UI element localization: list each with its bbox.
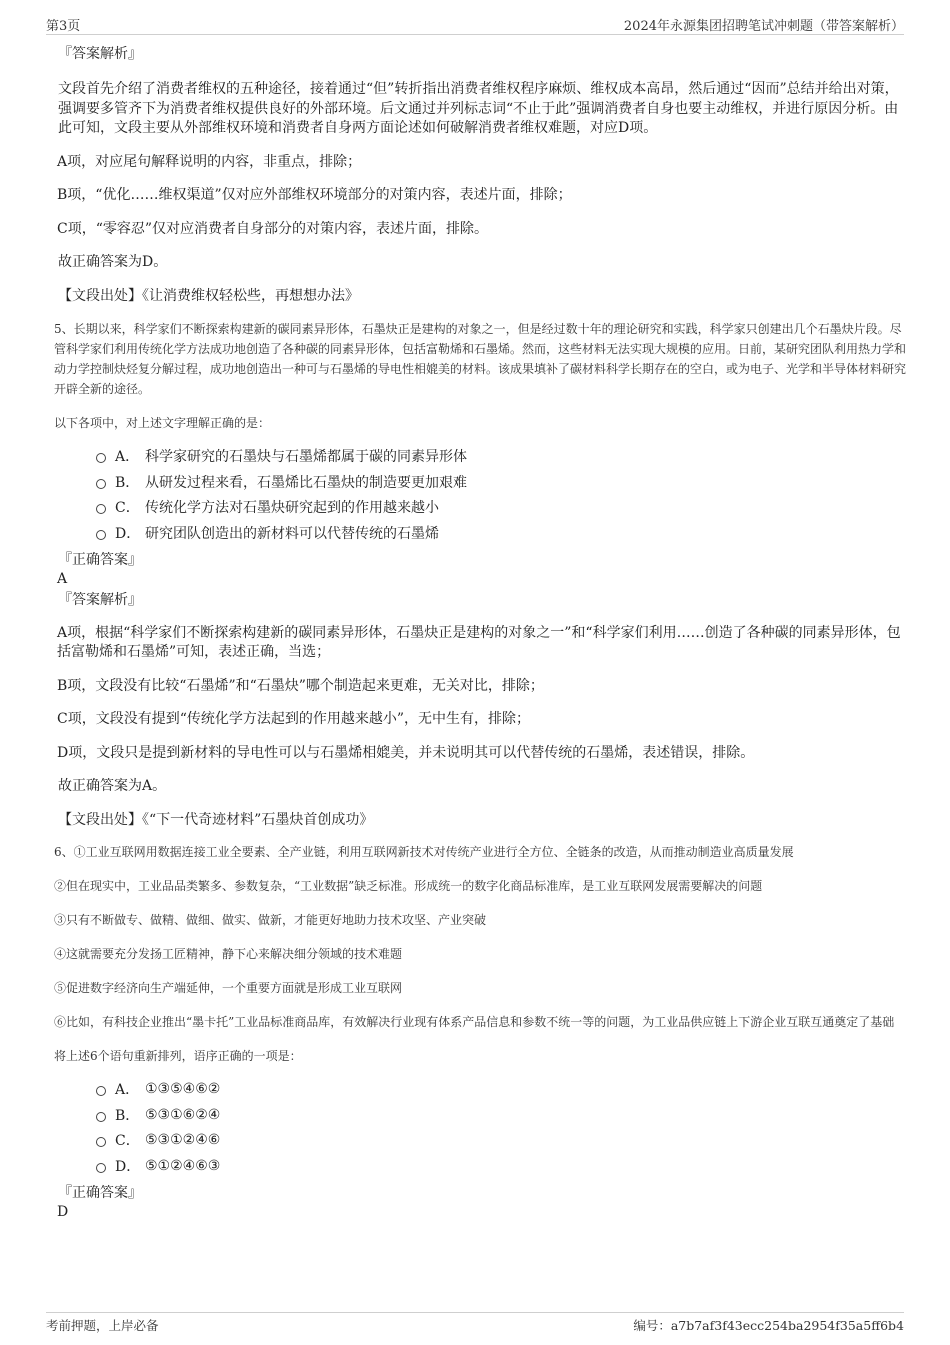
option-text: ⑤③①⑥②④	[145, 1106, 221, 1123]
q6-sentence-4: ④这就需要充分发扬工匠精神，静下心来解决细分领域的技术难题	[54, 947, 403, 962]
option-letter: B．	[115, 474, 140, 491]
option-text: 研究团队创造出的新材料可以代替传统的石墨烯	[145, 525, 439, 542]
q6-question: 将上述6个语句重新排列，语序正确的一项是：	[54, 1049, 302, 1064]
radio-button-icon[interactable]	[96, 504, 106, 514]
radio-button-icon[interactable]	[96, 1137, 106, 1147]
option-text: 传统化学方法对石墨炔研究起到的作用越来越小	[145, 500, 439, 517]
option-text: ①③⑤④⑥②	[145, 1081, 221, 1098]
q5-analysis-label: 『答案解析』	[58, 591, 142, 608]
q5-option-c[interactable]	[96, 494, 906, 520]
q6-sentence-5: ⑤促进数字经济向生产端延伸，一个重要方面就是形成工业互联网	[54, 981, 403, 996]
radio-button-icon[interactable]	[96, 1086, 106, 1096]
q5-answer-label: 『正确答案』	[58, 551, 142, 568]
q5-conclusion: 故正确答案为A。	[58, 778, 167, 795]
option-letter: D．	[115, 525, 141, 542]
q4-analysis-main: 文段首先介绍了消费者维权的五种途径，接着通过“但”转折指出消费者维权程序麻烦、维权成本高昂，然后通过“因而”总结并给出对策，强调要多管齐下为消费者维权提供良好的外部环境。后文通过并列标志词“不止于此”强调消费者自身也要主动维权，并进行原因分析。由此可知，文段主要从外部维权环境和消费者自身两方面论述如何破解消费者维权难题，对应D项。	[58, 81, 899, 136]
option-letter: D．	[115, 1159, 141, 1176]
option-text: ⑤③①②④⑥	[145, 1132, 221, 1149]
document-code: 编号：a7b7af3f43ecc254ba2954f35a5ff6b4	[633, 1318, 904, 1333]
q5-options	[96, 443, 906, 546]
q4-analysis-label: 『答案解析』	[58, 46, 142, 62]
radio-button-icon[interactable]	[96, 1112, 106, 1122]
q4-analysis-a: A项，对应尾句解释说明的内容，非重点，排除；	[57, 153, 362, 170]
page-number: 第3页	[46, 19, 81, 34]
option-letter: A．	[115, 1082, 140, 1099]
q5-analysis-d: D项，文段只是提到新材料的导电性可以与石墨烯相媲美，并未说明其可以代替传统的石墨烯，表述错误，排除。	[57, 744, 755, 761]
q5-question: 以下各项中，对上述文字理解正确的是：	[54, 416, 271, 430]
page-content	[56, 44, 906, 1221]
q6-sentence-3: ③只有不断做专、做精、做细、做实、做新，才能更好地助力技术攻坚、产业突破	[54, 913, 487, 928]
q4-source: 【文段出处】《让消费维权轻松些，再想想办法》	[58, 287, 359, 304]
q5-option-a[interactable]	[96, 443, 906, 469]
q5-option-d[interactable]	[96, 520, 906, 546]
radio-button-icon[interactable]	[96, 453, 106, 463]
document-title: 2024年永源集团招聘笔试冲刺题（带答案解析）	[623, 19, 904, 34]
q6-sentence-2: ②但在现实中，工业品品类繁多、参数复杂，“工业数据”缺乏标准。形成统一的数字化商品标准库，是工业互联网发展需要解决的问题	[54, 879, 763, 894]
page-header	[46, 14, 904, 35]
q6-answer-label: 『正确答案』	[58, 1185, 142, 1201]
q6-answer: D	[57, 1204, 69, 1220]
q5-analysis-b: B项，文段没有比较“石墨烯”和“石墨炔”哪个制造起来更难，无关对比，排除；	[57, 677, 544, 694]
q4-analysis-b: B项，“优化……维权渠道”仅对应外部维权环境部分的对策内容，表述片面，排除；	[57, 187, 572, 203]
q6-option-c[interactable]	[96, 1128, 906, 1154]
option-text: 从研发过程来看，石墨烯比石墨炔的制造要更加艰难	[145, 474, 467, 491]
q5-option-b[interactable]	[96, 469, 906, 495]
q6-options	[96, 1076, 906, 1179]
radio-button-icon[interactable]	[96, 1163, 106, 1173]
q4-conclusion: 故正确答案为D。	[58, 254, 168, 270]
radio-button-icon[interactable]	[96, 530, 106, 540]
q6-option-a[interactable]	[96, 1076, 906, 1102]
q6-option-d[interactable]	[96, 1153, 906, 1179]
option-letter: C．	[115, 500, 140, 517]
q6-option-b[interactable]	[96, 1102, 906, 1128]
q5-source: 【文段出处】《“下一代奇迹材料”石墨炔首创成功》	[58, 811, 374, 828]
q5-analysis-a: A项，根据“科学家们不断探索构建新的碳同素异形体，石墨炔正是建构的对象之一”和“科学家们利用……创造了各种碳的同素异形体，包括富勒烯和石墨烯”可知，表述正确，当选；	[57, 624, 901, 661]
q6-sentence-6: ⑥比如，有科技企业推出“墨卡托”工业品标准商品库，有效解决行业现有体系产品信息和参数不统一等的问题，为工业品供应链上下游企业互联互通奠定了基础	[54, 1015, 895, 1030]
q5-stem: 5、长期以来，科学家们不断探索构建新的碳同素异形体，石墨炔正是建构的对象之一，但是经过数十年的理论研究和实践，科学家只创建出几个石墨炔片段。尽管科学家们利用传统化学方法成功地创造了各种碳的同素异形体，包括富勒烯和石墨烯。然而，这些材料无法实现大规模的应用。日前，某研究团队利用热力学和动力学控制炔烃复分解过程，成功地创造出一种可与石墨烯的导电性相媲美的材料。该成果填补了碳材料科学长期存在的空白，或为电子、光学和半导体材料研究开辟全新的途径。	[54, 322, 907, 396]
footer-slogan: 考前押题，上岸必备	[46, 1318, 159, 1333]
option-text: 科学家研究的石墨炔与石墨烯都属于碳的同素异形体	[145, 448, 467, 465]
option-text: ⑤①②④⑥③	[145, 1158, 221, 1175]
page-footer	[46, 1312, 904, 1335]
option-letter: A．	[115, 448, 140, 465]
radio-button-icon[interactable]	[96, 479, 106, 489]
q5-answer: A	[57, 570, 68, 587]
option-letter: B．	[115, 1107, 140, 1124]
q6-sentence-1: 6、①工业互联网用数据连接工业全要素、全产业链，利用互联网新技术对传统产业进行全方位、全链条的改造，从而推动制造业高质量发展	[54, 845, 794, 860]
option-letter: C．	[115, 1133, 140, 1150]
q5-analysis-c: C项，文段没有提到“传统化学方法起到的作用越来越小”，无中生有，排除；	[57, 711, 531, 728]
q4-analysis-c: C项，“零容忍”仅对应消费者自身部分的对策内容，表述片面，排除。	[57, 220, 489, 237]
